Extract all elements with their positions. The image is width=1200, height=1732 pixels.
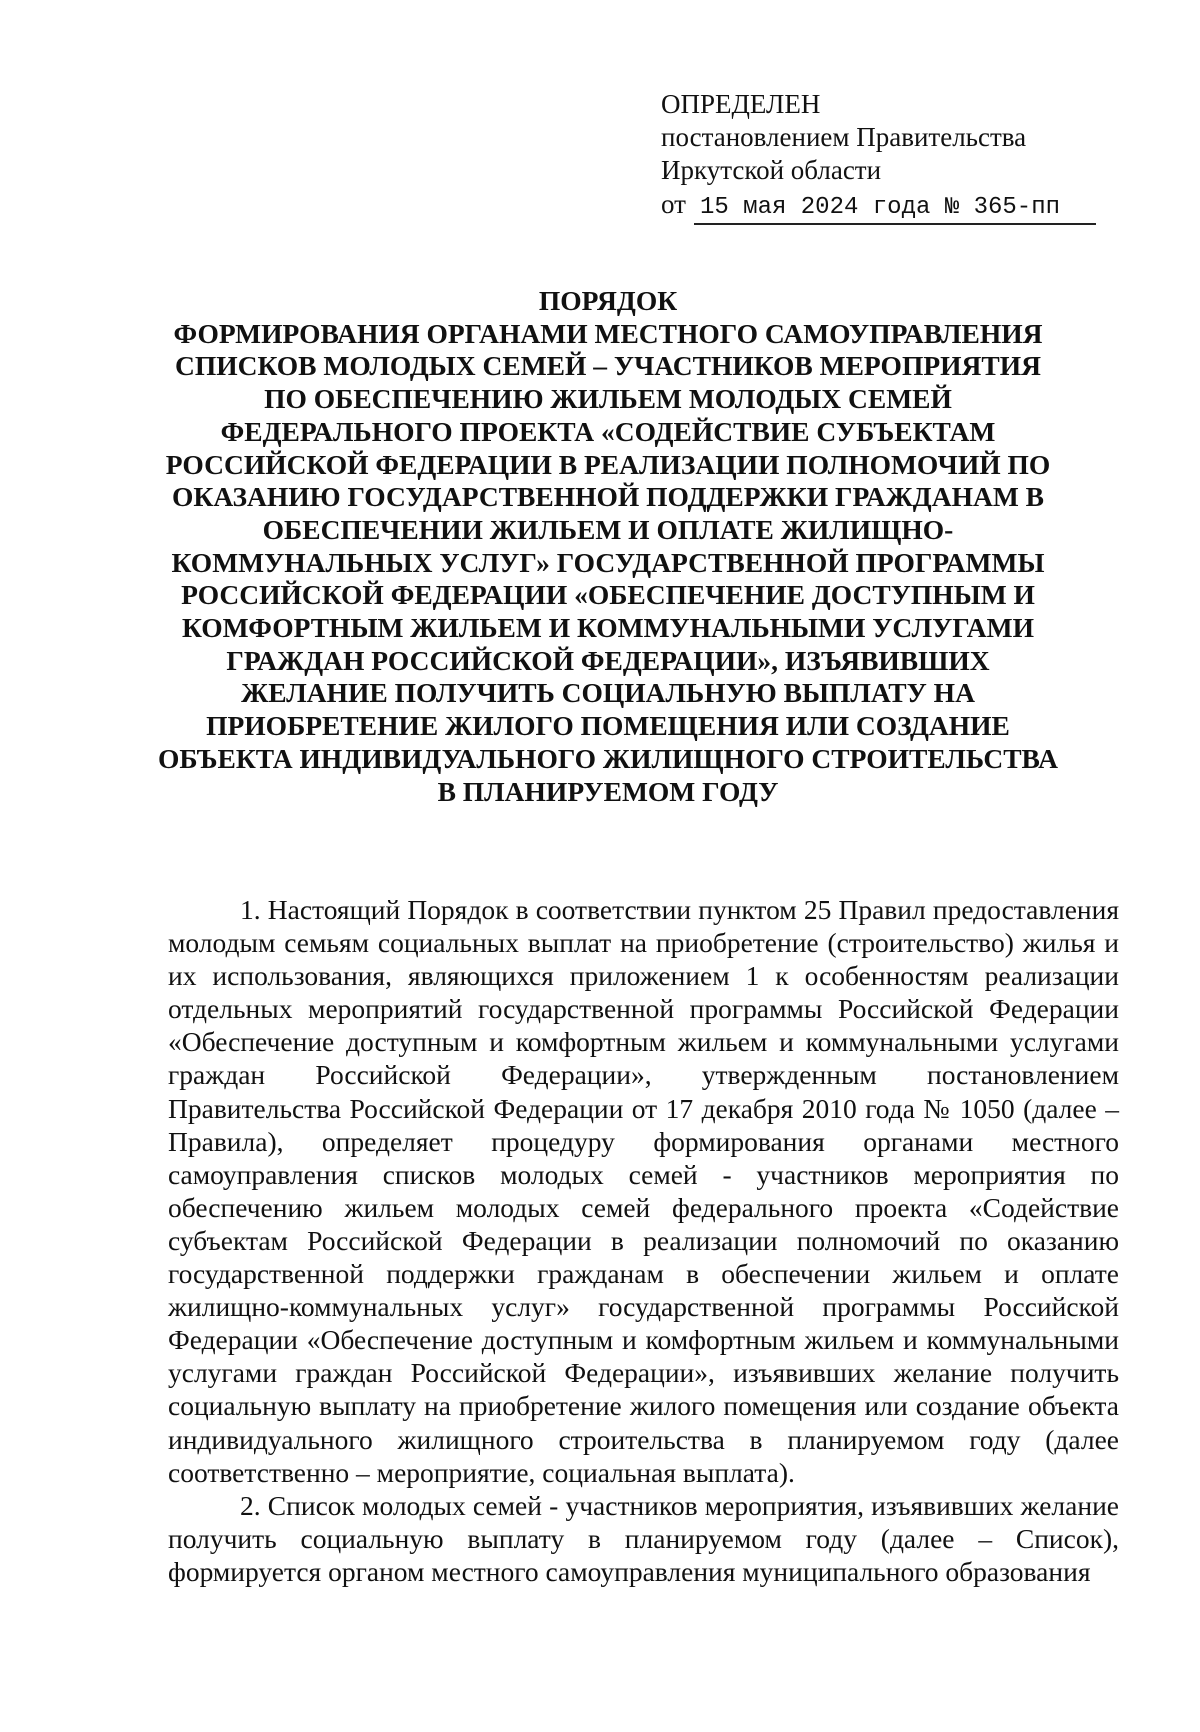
approval-region: Иркутской области xyxy=(661,155,882,185)
title-line: РОССИЙСКОЙ ФЕДЕРАЦИИ «ОБЕСПЕЧЕНИЕ ДОСТУПНЫМ И xyxy=(181,579,1035,611)
title-line: ЖЕЛАНИЕ ПОЛУЧИТЬ СОЦИАЛЬНУЮ ВЫПЛАТУ НА xyxy=(241,677,975,709)
title-line: КОММУНАЛЬНЫХ УСЛУГ» ГОСУДАРСТВЕННОЙ ПРОГРАММЫ xyxy=(171,546,1045,578)
title-line: КОМФОРТНЫМ ЖИЛЬЕМ И КОММУНАЛЬНЫМИ УСЛУГАМИ xyxy=(182,612,1034,644)
approval-date-prefix: от xyxy=(661,189,686,219)
title-line: РОССИЙСКОЙ ФЕДЕРАЦИИ В РЕАЛИЗАЦИИ ПОЛНОМОЧИЙ ПО xyxy=(165,448,1051,480)
paragraph-2: 2. Список молодых семей - участников мероприятия, изъявивших желание получить социальную выплату в планируемом году (далее – Список), формируется органом местного самоуправления муниципального образования xyxy=(168,1489,1119,1587)
title-line: СПИСКОВ МОЛОДЫХ СЕМЕЙ – УЧАСТНИКОВ МЕРОПРИЯТИЯ xyxy=(175,350,1041,382)
approval-block xyxy=(661,88,1101,225)
approval-date-line xyxy=(661,188,1101,225)
approval-status: ОПРЕДЕЛЕН xyxy=(661,89,821,119)
approval-authority: постановлением Правительства xyxy=(661,122,1027,152)
title-line: В ПЛАНИРУЕМОМ ГОДУ xyxy=(437,775,779,807)
title-line: ПРИОБРЕТЕНИЕ ЖИЛОГО ПОМЕЩЕНИЯ ИЛИ СОЗДАНИЕ xyxy=(206,710,1010,742)
title-line: ПОРЯДОК xyxy=(538,285,678,316)
document-title xyxy=(148,285,1068,808)
title-line: ОБЪЕКТА ИНДИВИДУАЛЬНОГО ЖИЛИЩНОГО СТРОИТЕЛЬСТВА xyxy=(157,742,1059,774)
title-line: ОКАЗАНИЮ ГОСУДАРСТВЕННОЙ ПОДДЕРЖКИ ГРАЖДАНАМ В xyxy=(171,481,1045,513)
title-line: ГРАЖДАН РОССИЙСКОЙ ФЕДЕРАЦИИ», ИЗЪЯВИВШИХ xyxy=(226,644,990,676)
title-line: ОБЕСПЕЧЕНИИ ЖИЛЬЕМ И ОПЛАТЕ ЖИЛИЩНО- xyxy=(262,513,954,545)
approval-date-value: 15 мая 2024 года № 365-пп xyxy=(694,194,1096,225)
document-body xyxy=(168,893,1119,1588)
title-line: ФЕДЕРАЛЬНОГО ПРОЕКТА «СОДЕЙСТВИЕ СУБЪЕКТАМ xyxy=(220,415,996,447)
title-line: ПО ОБЕСПЕЧЕНИЮ ЖИЛЬЕМ МОЛОДЫХ СЕМЕЙ xyxy=(264,383,952,415)
paragraph-1: 1. Настоящий Порядок в соответствии пунктом 25 Правил предоставления молодым семьям социальных выплат на приобретение (строительство) жилья и их использования, являющихся приложением 1 к особенностям реализации отдельных мероприятий государственной программы Российской Федерации «Обеспечение доступным и комфортным жильем и коммунальными услугами граждан Российской Федерации», утвержденным постановлением Правительства Российской Федерации от 17 декабря 2010 года № 1050 (далее – Правила), определяет процедуру формирования органами местного самоуправления списков молодых семей - участников мероприятия по обеспечению жильем молодых семей федерального проекта «Содействие субъектам Российской Федерации в реализации полномочий по оказанию государственной поддержки гражданам в обеспечении жильем и оплате жилищно-коммунальных услуг» государственной программы Российской Федерации «Обеспечение доступным и комфортным жильем и коммунальными услугами граждан Российской Федерации», изъявивших желание получить социальную выплату на приобретение жилого помещения или создание объекта индивидуального жилищного строительства в планируемом году (далее соответственно – мероприятие, социальная выплата). xyxy=(168,894,1119,1488)
title-line: ФОРМИРОВАНИЯ ОРГАНАМИ МЕСТНОГО САМОУПРАВЛЕНИЯ xyxy=(173,317,1043,349)
